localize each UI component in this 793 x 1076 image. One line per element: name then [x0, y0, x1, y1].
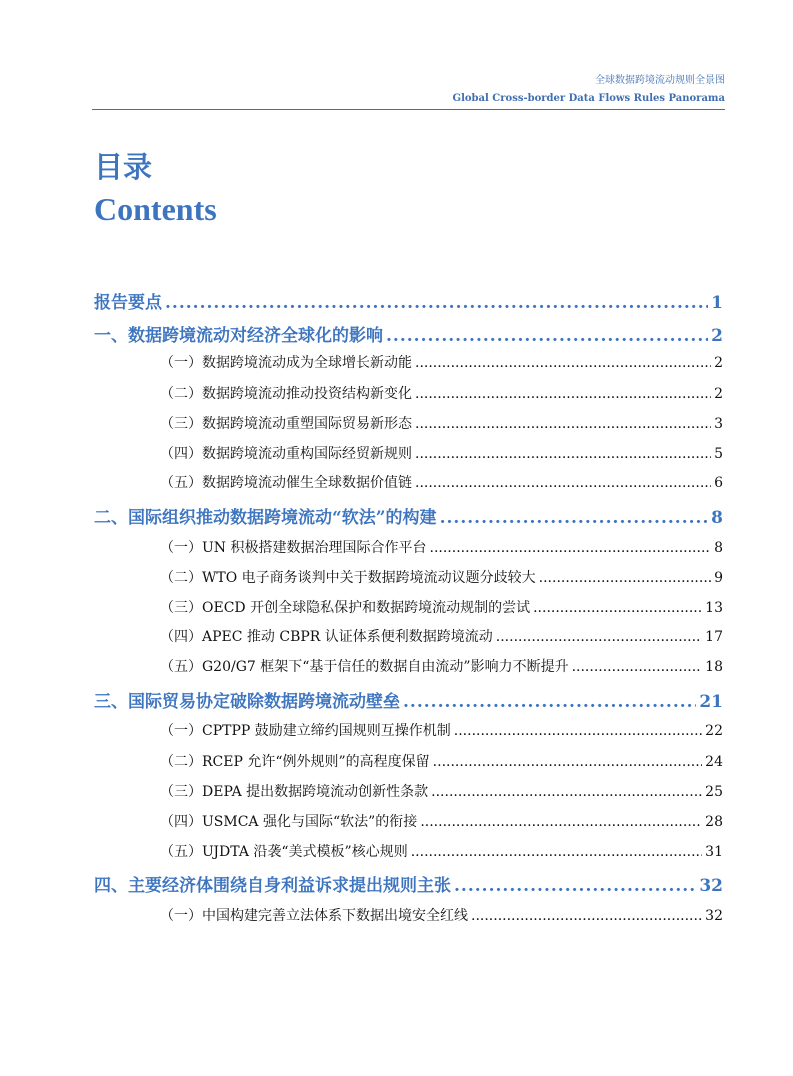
toc-entry-label: （一）中国构建完善立法体系下数据出境安全红线	[160, 908, 468, 924]
toc-entry-label: 报告要点	[94, 293, 162, 313]
toc-leader-dots	[415, 355, 711, 371]
toc-leader-dots	[415, 446, 711, 462]
toc-subsection-entry[interactable]	[94, 811, 723, 831]
toc-entry-page-number: 5	[714, 446, 723, 462]
toc-entry-label: （四）数据跨境流动重构国际经贸新规则	[160, 446, 412, 462]
toc-leader-dots	[386, 326, 708, 346]
toc-leader-dots	[572, 659, 703, 675]
toc-section-entry[interactable]	[94, 503, 723, 528]
toc-entry-page-number: 6	[714, 475, 723, 491]
toc-entry-label: 一、数据跨境流动对经济全球化的影响	[94, 326, 383, 346]
toc-entry-label: 二、国际组织推动数据跨境流动“软法”的构建	[94, 508, 437, 528]
toc-section-entry[interactable]	[94, 871, 723, 896]
toc-leader-dots	[539, 570, 711, 586]
toc-subsection-entry[interactable]	[94, 841, 723, 861]
toc-subsection-entry[interactable]	[94, 751, 723, 771]
toc-entry-label: （五）数据跨境流动催生全球数据价值链	[160, 475, 412, 491]
toc-leader-dots	[165, 293, 708, 313]
toc-entry-label: （四）APEC 推动 CBPR 认证体系便利数据跨境流动	[160, 629, 493, 645]
toc-leader-dots	[430, 540, 712, 556]
toc-leader-dots	[415, 475, 711, 491]
toc-leader-dots	[403, 692, 696, 712]
toc-entry-page-number: 2	[714, 386, 723, 402]
toc-leader-dots	[440, 508, 709, 528]
toc-entry-page-number: 13	[705, 600, 723, 616]
toc-entry-page-number: 21	[699, 692, 723, 712]
toc-entry-page-number: 3	[714, 416, 723, 432]
toc-subsection-entry[interactable]	[94, 656, 723, 676]
toc-leader-dots	[415, 386, 711, 402]
toc-section-entry[interactable]	[94, 288, 723, 313]
toc-entry-label: （一）CPTPP 鼓励建立缔约国规则互操作机制	[160, 723, 451, 739]
toc-subsection-entry[interactable]	[94, 383, 723, 403]
toc-entry-label: （三）数据跨境流动重塑国际贸易新形态	[160, 416, 412, 432]
toc-leader-dots	[533, 600, 702, 616]
toc-entry-label: （一）数据跨境流动成为全球增长新动能	[160, 355, 412, 371]
toc-entry-label: 三、国际贸易协定破除数据跨境流动壁垒	[94, 692, 400, 712]
toc-entry-label: （二）RCEP 允许“例外规则”的高程度保留	[160, 754, 430, 770]
toc-entry-label: （五）G20/G7 框架下“基于信任的数据自由流动”影响力不断提升	[160, 659, 569, 675]
toc-entry-label: （二）WTO 电子商务谈判中关于数据跨境流动议题分歧较大	[160, 570, 536, 586]
page-title-en: Contents	[94, 191, 217, 227]
toc-entry-page-number: 32	[699, 876, 723, 896]
running-header-title-cn: 全球数据跨境流动规则全景图	[595, 75, 725, 86]
toc-leader-dots	[454, 876, 696, 896]
header-divider	[92, 109, 725, 110]
toc-entry-page-number: 31	[705, 844, 723, 860]
toc-entry-page-number: 25	[705, 784, 723, 800]
toc-entry-page-number: 18	[705, 659, 723, 675]
running-header-title-en: Global Cross-border Data Flows Rules Panorama	[452, 93, 725, 104]
toc-section-entry[interactable]	[94, 321, 723, 346]
toc-leader-dots	[454, 723, 702, 739]
toc-subsection-entry[interactable]	[94, 567, 723, 587]
toc-subsection-entry[interactable]	[94, 472, 723, 492]
toc-entry-page-number: 9	[714, 570, 723, 586]
page-title-cn: 目录	[94, 150, 153, 184]
toc-subsection-entry[interactable]	[94, 413, 723, 433]
toc-entry-label: 四、主要经济体围绕自身利益诉求提出规则主张	[94, 876, 451, 896]
toc-subsection-entry[interactable]	[94, 720, 723, 740]
toc-entry-label: （五）UJDTA 沿袭“美式模板”核心规则	[160, 844, 408, 860]
toc-entry-label: （二）数据跨境流动推动投资结构新变化	[160, 386, 412, 402]
toc-leader-dots	[471, 908, 702, 924]
toc-leader-dots	[496, 629, 702, 645]
toc-entry-label: （三）OECD 开创全球隐私保护和数据跨境流动规制的尝试	[160, 600, 531, 616]
toc-entry-page-number: 28	[705, 814, 723, 830]
toc-entry-page-number: 17	[705, 629, 723, 645]
toc-entry-page-number: 24	[705, 754, 723, 770]
toc-entry-label: （一）UN 积极搭建数据治理国际合作平台	[160, 540, 427, 556]
toc-subsection-entry[interactable]	[94, 905, 723, 925]
toc-entry-page-number: 1	[711, 293, 723, 313]
toc-leader-dots	[411, 844, 702, 860]
toc-leader-dots	[433, 754, 703, 770]
toc-subsection-entry[interactable]	[94, 352, 723, 372]
toc-entry-label: （四）USMCA 强化与国际“软法”的衔接	[160, 814, 418, 830]
toc-subsection-entry[interactable]	[94, 597, 723, 617]
toc-subsection-entry[interactable]	[94, 781, 723, 801]
toc-leader-dots	[415, 416, 711, 432]
toc-section-entry[interactable]	[94, 687, 723, 712]
toc-entry-page-number: 32	[705, 908, 723, 924]
toc-entry-page-number: 8	[711, 508, 723, 528]
toc-subsection-entry[interactable]	[94, 537, 723, 557]
toc-entry-page-number: 2	[711, 326, 723, 346]
toc-subsection-entry[interactable]	[94, 443, 723, 463]
toc-entry-page-number: 2	[714, 355, 723, 371]
toc-leader-dots	[420, 814, 702, 830]
toc-subsection-entry[interactable]	[94, 626, 723, 646]
toc-leader-dots	[431, 784, 702, 800]
toc-entry-page-number: 22	[705, 723, 723, 739]
toc-entry-label: （三）DEPA 提出数据跨境流动创新性条款	[160, 784, 429, 800]
toc-entry-page-number: 8	[714, 540, 723, 556]
